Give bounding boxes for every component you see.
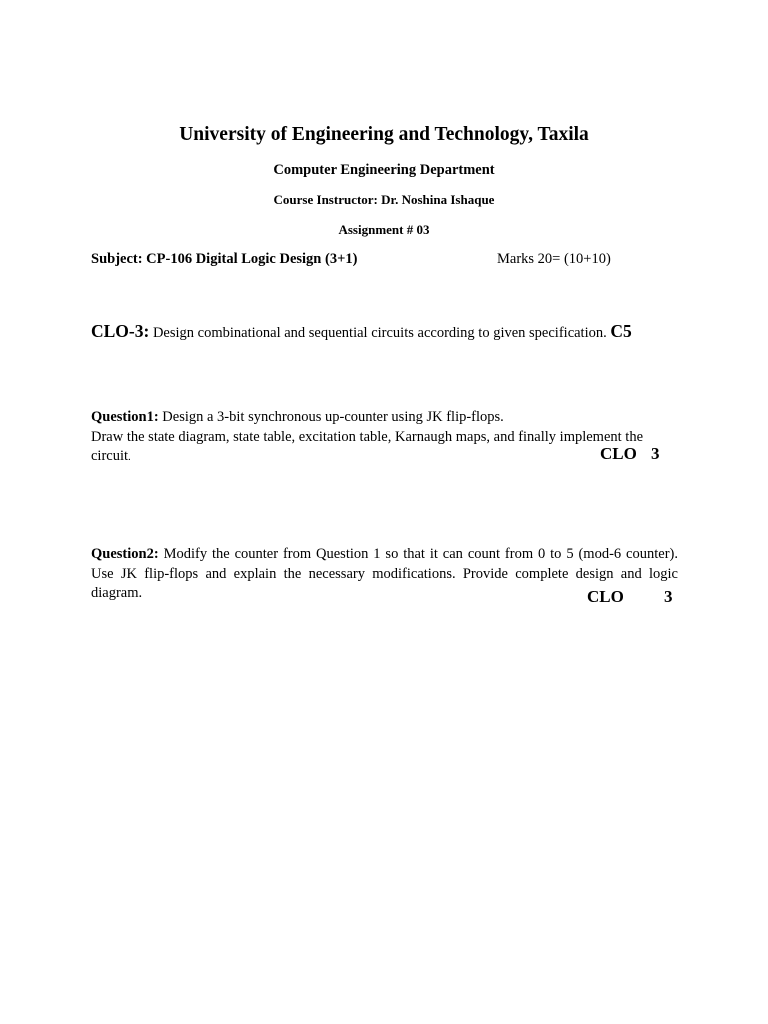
marks-line: Marks 20= (10+10) (497, 251, 611, 267)
clo-statement (91, 321, 632, 342)
question-1-label: Question1: (91, 409, 159, 425)
university-title: University of Engineering and Technology, Taxila (179, 124, 589, 145)
subject-line: Subject: CP-106 Digital Logic Design (3+1) (91, 251, 358, 267)
clo-label: CLO-3: (91, 321, 150, 341)
question-2-label: Question2: (91, 546, 159, 562)
department-name: Computer Engineering Department (273, 162, 495, 178)
question-2-clo-number: 3 (664, 587, 673, 606)
question-1-line-1 (91, 408, 678, 428)
question-1-line-3-text: circuit (91, 448, 129, 464)
question-2-clo-tag: CLO (587, 587, 624, 606)
question-1-clo-tag: CLO (600, 444, 637, 463)
question-2-text: Modify the counter from Question 1 so that it can count from 0 to 5 (mod-6 counter). Use JK flip-flops and explain the necessary modifications. Provide complete design and logic diagram. (91, 546, 678, 601)
clo-level: C5 (610, 321, 632, 341)
course-instructor: Course Instructor: Dr. Noshina Ishaque (273, 192, 495, 207)
question-1-text: Design a 3-bit synchronous up-counter using JK flip-flops. (158, 409, 504, 425)
clo-text: Design combinational and sequential circuits according to given specification. (149, 325, 611, 341)
question-1-line-3-end: . (128, 451, 131, 463)
question-1-line-2: Draw the state diagram, state table, excitation table, Karnaugh maps, and finally implement the (91, 428, 644, 445)
question-1 (91, 408, 678, 468)
question-1-line-3 (91, 447, 678, 468)
assignment-number: Assignment # 03 (338, 222, 430, 237)
question-1-clo-number: 3 (651, 444, 660, 463)
